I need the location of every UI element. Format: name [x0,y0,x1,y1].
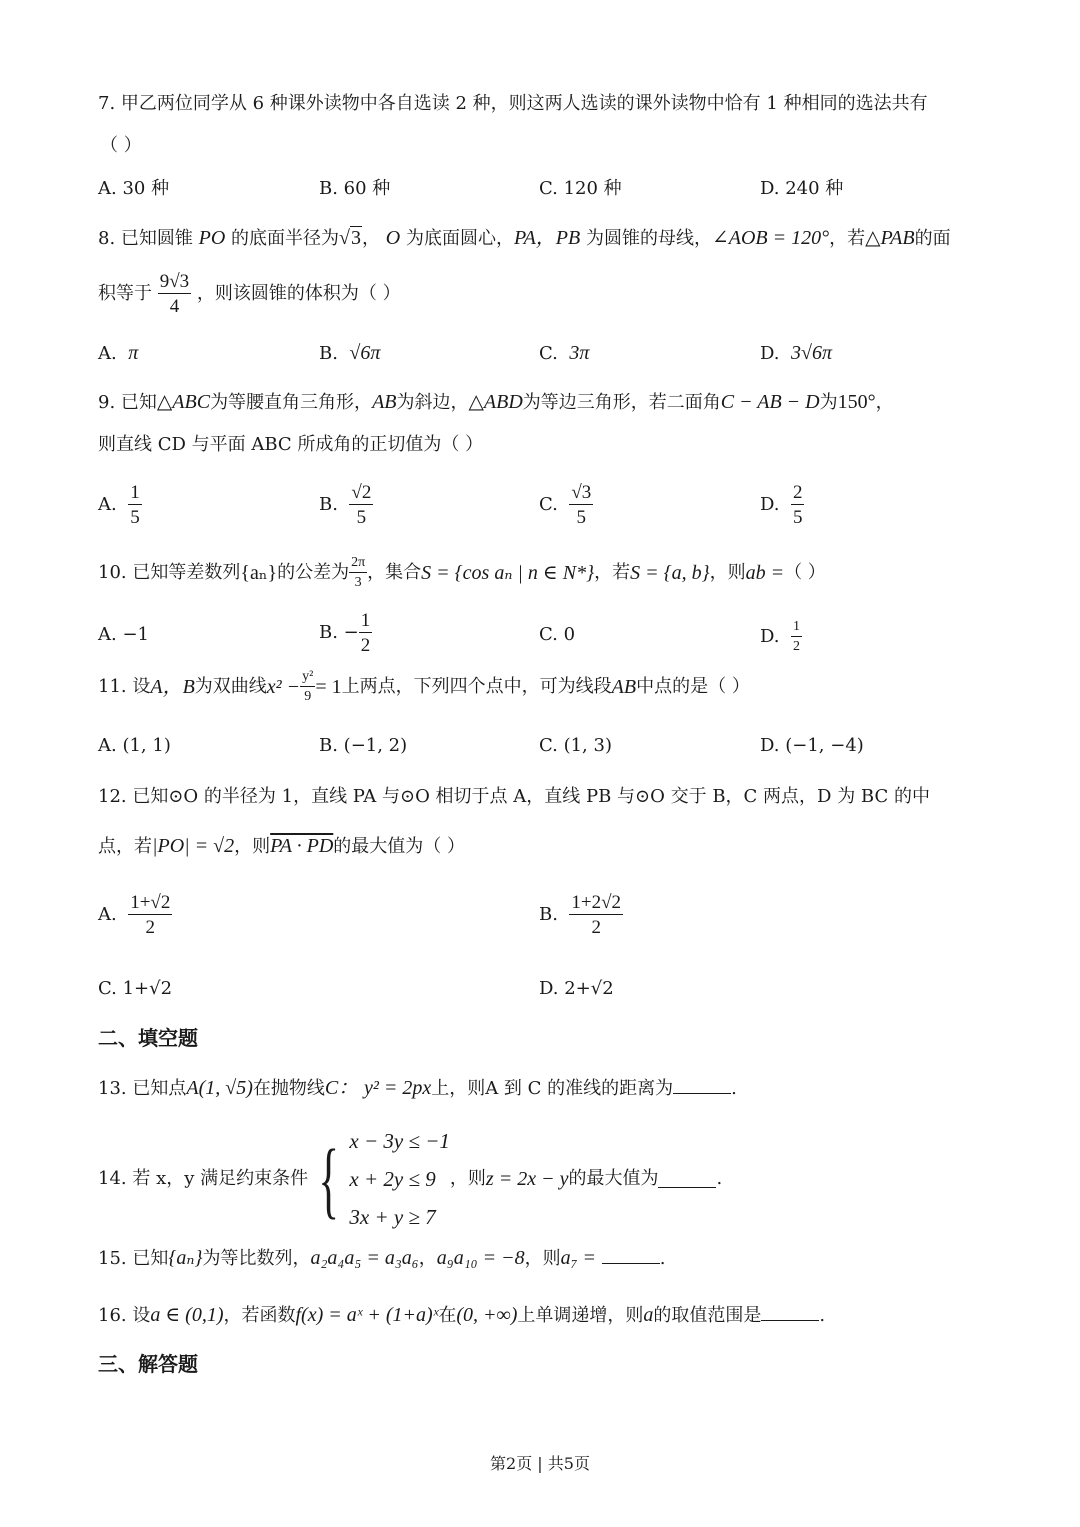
q10-option-a: A. −1 [98,624,149,645]
q14-answer-blank[interactable] [658,1171,716,1188]
question-12-line1: 12. 已知⊙O 的半径为 1，直线 PA 与⊙O 相切于点 A，直线 PB 与⊙O 交于 B，C 两点，D 为 BC 的中 [98,786,930,807]
q16-answer-blank[interactable] [761,1304,819,1321]
question-15-line: 15. 已知{aₙ}为等比数列，a₂a₄a₅ = a₃a₆，a₉a₁₀ = −8，则a₇ = . [98,1247,666,1269]
q8-option-c: C. 3π [539,342,590,364]
question-13-line: 13. 已知点A(1, √5)在抛物线C： y² = 2px上，则A 到 C 的准线的距离为 . [98,1077,737,1099]
q12-option-c: C. 1+√2 [98,978,173,999]
q7-option-b: B. 60 种 [319,178,391,199]
section-2-heading: 二、填空题 [98,1026,198,1050]
question-11-line: 11. 设A，B为双曲线x² − $\frac{\text{y²}}{9}$ = 1上两点，下列四个点中，可为线段AB中点的是（ ） [98,669,750,704]
question-12-line2: 点，若|PO| = √2，则PA · PD的最大值为（ ） [98,835,466,857]
question-10-line: 10. 已知等差数列{aₙ}的公差为 $\frac{2\pi}{3}$ ，集合S = {cos aₙ | n ∈ N*}，若S = {a, b}，则ab =（ ） [98,555,826,590]
q12-option-b: B. $\frac{1+2√2}{2}$ [539,892,622,938]
q12-option-a: A. $\frac{1+√2}{2}$ [98,892,171,938]
q7-option-c: C. 120 种 [539,178,622,199]
question-8-line1: 8. 已知圆锥 PO 的底面半径为√3， O 为底面圆心，PA，PB 为圆锥的母线，∠AOB = 120°，若△PAB的面 [98,227,951,249]
question-7-stem: 7. 甲乙两位同学从 6 种课外读物中各自选读 2 种，则这两人选读的课外读物中恰有 1 种相同的选法共有 [98,93,928,114]
q11-option-d: D. (−1, −4) [760,735,864,756]
question-14-block: 14. 若 x，y 满足约束条件 { x − 3y ≤ −1 x + 2y ≤ 9 3x + y ≥ 7 ，则z = 2x − y的最大值为 . [98,1122,722,1236]
q8-option-d: D. 3√6π [760,342,832,364]
q14-brace: { [318,1131,340,1227]
q9-option-c: C. $\frac{√3}{5}$ [539,482,592,528]
q13-answer-blank[interactable] [673,1077,731,1094]
q7-option-d: D. 240 种 [760,178,844,199]
q10-option-d: D. $\frac{1}{2}$ [760,619,800,654]
question-8-line2: 积等于 $\frac{9√3}{4}$ ，则该圆锥的体积为（ ） [98,271,401,317]
q10-option-c: C. 0 [539,624,576,645]
q8-option-b: B. √6π [319,342,381,364]
q12-option-d: D. 2+√2 [539,978,614,999]
q7-option-a: A. 30 种 [98,178,170,199]
section-3-heading: 三、解答题 [98,1352,198,1376]
q14-constraints: x − 3y ≤ −1 x + 2y ≤ 9 3x + y ≥ 7 [349,1129,450,1229]
question-9-line1: 9. 已知△ABC为等腰直角三角形，AB为斜边，△ABD为等边三角形，若二面角C − AB − D为150°， [98,391,894,413]
q9-option-a: A. $\frac{1}{5}$ [98,482,140,528]
q15-answer-blank[interactable] [602,1247,660,1264]
q9-option-b: B. $\frac{√2}{5}$ [319,482,372,528]
q11-option-a: A. (1, 1) [98,735,171,756]
question-9-line2: 则直线 CD 与平面 ABC 所成角的正切值为（ ） [98,434,484,455]
q11-option-c: C. (1, 3) [539,735,612,756]
q8-fraction: $\frac{9√3}{4}$ [159,271,190,317]
page-footer: 第2页 | 共5页 [490,1454,590,1473]
q10-option-b: B. − $\frac{1}{2}$ [319,610,371,656]
q9-option-d: D. $\frac{2}{5}$ [760,482,803,528]
question-7-paren: （ ） [100,135,142,156]
q8-option-a: A. π [98,342,139,364]
question-16-line: 16. 设a ∈ (0,1)，若函数f(x) = aˣ + (1+a)ˣ在(0, +∞)上单调递增，则a的取值范围是 . [98,1304,826,1326]
q11-option-b: B. (−1, 2) [319,735,408,756]
